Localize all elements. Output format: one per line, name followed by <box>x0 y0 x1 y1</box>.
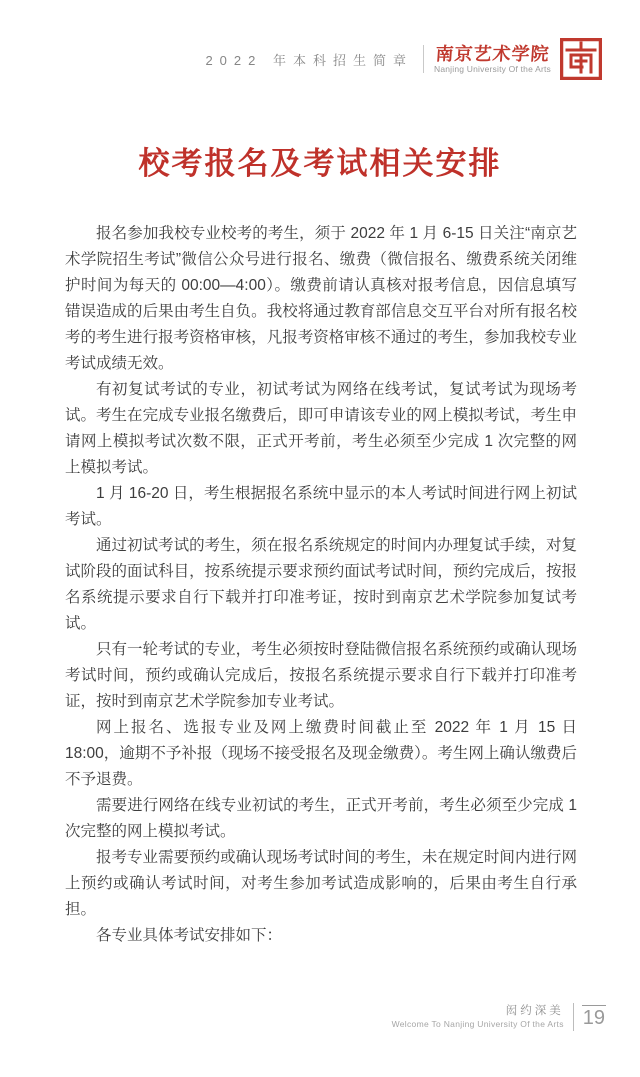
page-header <box>205 38 602 80</box>
paragraph: 通过初试考试的考生，须在报名系统规定的时间内办理复试手续，对复试阶段的面试科目，按系统提示要求预约面试考试时间，预约完成后，按报名系统提示要求自行下载并打印准考证，按时到南京艺术学院参加复试考试。 <box>65 537 577 632</box>
footer-divider <box>573 1003 574 1031</box>
brochure-title: 2022 年本科招生简章 <box>205 52 413 68</box>
university-logo <box>434 44 551 75</box>
paragraph: 有初复试考试的专业，初试考试为网络在线考试，复试考试为现场考试。考生在完成专业报名缴费后，即可申请该专业的网上模拟考试，考生申请网上模拟考试次数不限，正式开考前，考生必须至少完成 1 次完整的网上模拟考试。 <box>65 381 577 476</box>
university-name-en: Nanjing University Of the Arts <box>433 63 551 74</box>
welcome-text: Welcome To Nanjing University Of the Arts <box>391 1019 564 1029</box>
paragraph: 各专业具体考试安排如下： <box>96 927 283 944</box>
school-motto: 闳约深美 <box>505 1005 564 1017</box>
body-text <box>65 221 577 949</box>
motto-block <box>392 1004 564 1030</box>
university-name-cn: 南京艺术学院 <box>434 43 551 64</box>
page-number: 19 <box>582 1007 605 1029</box>
page-footer <box>392 1003 606 1031</box>
paragraph: 报名参加我校专业校考的考生，须于 2022 年 1 月 6-15 日关注“南京艺术学院招生考试”微信公众号进行报名、缴费（微信报名、缴费系统关闭维护时间为每天的 00:00—4:00）。缴费前请认真核对报考信息，因信息填写错误造成的后果由考生自负。我校将通过教育部信息交互平台对所有报名校考的考生进行报考资格审核，凡报考资格审核不通过的考生，参加我校专业考试成绩无效。 <box>65 225 577 372</box>
paragraph: 1 月 16-20 日，考生根据报名系统中显示的本人考试时间进行网上初试考试。 <box>65 485 577 528</box>
page-title: 校考报名及考试相关安排 <box>138 146 502 181</box>
paragraph: 网上报名、选报专业及网上缴费时间截止至 2022 年 1 月 15 日 18:00，逾期不予补报（现场不接受报名及现金缴费）。考生网上确认缴费后不予退费。 <box>65 719 577 788</box>
paragraph: 报考专业需要预约或确认现场考试时间的考生，未在规定时间内进行网上预约或确认考试时间，对考生参加考试造成影响的，后果由考生自行承担。 <box>65 849 577 918</box>
paragraph: 只有一轮考试的专业，考生必须按时登陆微信报名系统预约或确认现场考试时间，预约或确认完成后，按报名系统提示要求自行下载并打印准考证，按时到南京艺术学院参加专业考试。 <box>65 641 577 710</box>
paragraph: 需要进行网络在线专业初试的考生，正式开考前，考生必须至少完成 1 次完整的网上模拟考试。 <box>65 797 577 840</box>
header-divider <box>423 45 424 73</box>
university-seal-icon <box>560 38 602 80</box>
